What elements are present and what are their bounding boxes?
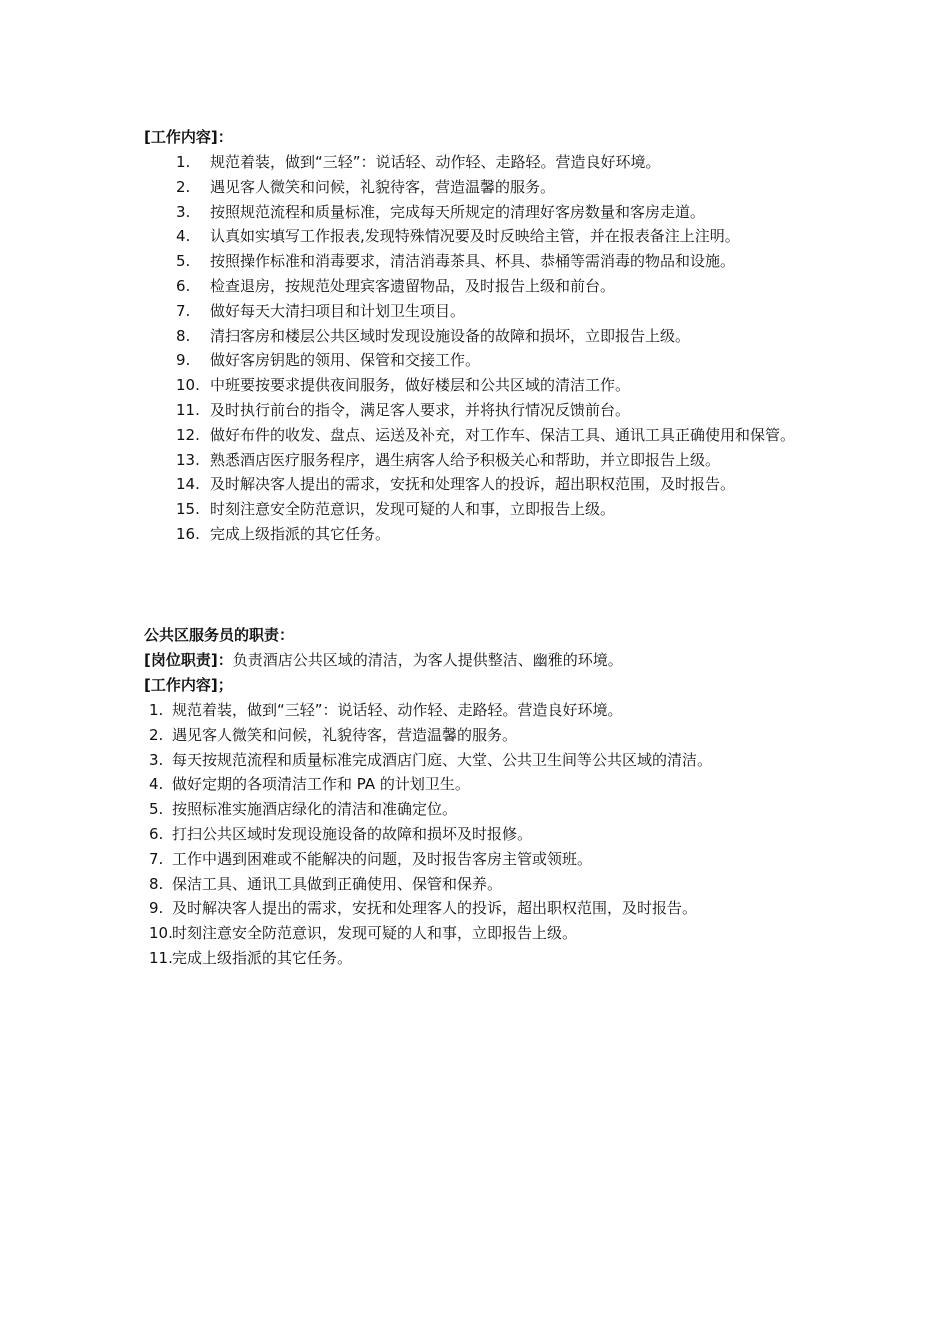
item-number: 5. (149, 800, 164, 819)
duty-line (144, 648, 623, 672)
item-number: 2. (176, 177, 191, 196)
item-text: 及时解决客人提出的需求，安抚和处理客人的投诉，超出职权范围，及时报告。 (172, 899, 698, 918)
item-text: 遇见客人微笑和问候，礼貌待客，营造温馨的服务。 (172, 725, 518, 744)
list-item (144, 472, 824, 497)
list-item (144, 797, 824, 822)
item-text: 完成上级指派的其它任务。 (210, 524, 391, 543)
item-number: 2. (149, 725, 164, 744)
item-number: 4. (176, 227, 191, 246)
item-number: 12. (176, 425, 200, 444)
list-item (144, 772, 824, 797)
item-number: 13. (176, 450, 200, 469)
item-number: 7. (176, 301, 191, 320)
list-item (144, 448, 824, 473)
duty-label: [岗位职责]： (144, 651, 233, 669)
item-text: 保洁工具、通讯工具做到正确使用、保管和保养。 (172, 874, 503, 893)
list-item (144, 921, 824, 946)
list-item (144, 200, 824, 225)
item-number: 16. (176, 524, 200, 543)
list-item (144, 896, 824, 921)
item-text: 清扫客房和楼层公共区域时发现设施设备的故障和损坏，立即报告上级。 (210, 326, 691, 345)
list-item (144, 348, 824, 373)
item-text: 做好定期的各项清洁工作和 PA 的计划卫生。 (172, 775, 470, 794)
list-item (144, 249, 824, 274)
list-item (144, 324, 824, 349)
item-number: 1. (149, 701, 164, 719)
list-item (144, 224, 824, 249)
duty-text: 负责酒店公共区域的清洁，为客人提供整洁、幽雅的环境。 (232, 651, 623, 669)
item-number: 8. (176, 326, 191, 345)
item-number: 14. (176, 475, 200, 494)
item-text: 认真如实填写工作报表,发现特殊情况要及时反映给主管，并在报表备注上注明。 (210, 227, 740, 246)
item-number: 8. (149, 874, 164, 893)
item-text: 按照操作标准和消毒要求，清洁消毒茶具、杯具、恭桶等需消毒的物品和设施。 (210, 252, 736, 271)
list-item (144, 299, 824, 324)
item-number: 10. (149, 924, 173, 943)
item-text: 每天按规范流程和质量标准完成酒店门庭、大堂、公共卫生间等公共区域的清洁。 (172, 750, 713, 769)
list-item (144, 373, 824, 398)
section2-list (144, 698, 824, 971)
item-text: 按照标准实施酒店绿化的清洁和准确定位。 (172, 800, 458, 819)
item-number: 9. (149, 899, 164, 918)
item-number: 3. (149, 750, 164, 769)
item-number: 6. (176, 276, 191, 295)
item-number: 4. (149, 775, 164, 794)
list-item (144, 497, 824, 522)
list-item (144, 423, 824, 448)
item-text: 打扫公共区域时发现设施设备的故障和损坏及时报修。 (172, 824, 533, 843)
item-text: 时刻注意安全防范意识，发现可疑的人和事，立即报告上级。 (172, 924, 578, 943)
item-text: 时刻注意安全防范意识，发现可疑的人和事，立即报告上级。 (210, 500, 616, 519)
list-item (144, 946, 824, 971)
item-number: 1. (176, 153, 191, 171)
list-item (144, 175, 824, 200)
item-text: 做好客房钥匙的领用、保管和交接工作。 (210, 351, 481, 370)
item-text: 规范着装，做到“三轻”：说话轻、动作轻、走路轻。营造良好环境。 (172, 701, 623, 719)
list-item (144, 698, 824, 723)
list-item (144, 723, 824, 748)
item-number: 15. (176, 500, 200, 519)
item-number: 7. (149, 849, 164, 868)
item-text: 中班要按要求提供夜间服务，做好楼层和公共区域的清洁工作。 (210, 376, 631, 395)
item-text: 做好每天大清扫项目和计划卫生项目。 (210, 301, 466, 320)
item-text: 检查退房，按规范处理宾客遗留物品，及时报告上级和前台。 (210, 276, 616, 295)
list-item (144, 398, 824, 423)
list-item (144, 150, 824, 175)
item-text: 熟悉酒店医疗服务程序，遇生病客人给予积极关心和帮助，并立即报告上级。 (210, 450, 721, 469)
item-number: 11. (149, 948, 173, 967)
item-text: 完成上级指派的其它任务。 (172, 948, 353, 967)
list-item (144, 847, 824, 872)
item-text: 做好布件的收发、盘点、运送及补充，对工作车、保洁工具、通讯工具正确使用和保管。 (210, 425, 796, 444)
section1-list (144, 150, 824, 547)
section1-heading: [工作内容]： (144, 128, 233, 146)
list-item (144, 274, 824, 299)
item-text: 规范着装，做到“三轻”：说话轻、动作轻、走路轻。营造良好环境。 (210, 153, 661, 171)
section2-heading: [工作内容]； (144, 676, 233, 694)
item-number: 11. (176, 400, 200, 419)
list-item (144, 822, 824, 847)
item-text: 及时解决客人提出的需求，安抚和处理客人的投诉，超出职权范围，及时报告。 (210, 475, 736, 494)
item-number: 3. (176, 202, 191, 221)
list-item (144, 872, 824, 897)
item-number: 9. (176, 351, 191, 370)
item-number: 6. (149, 824, 164, 843)
section2-title: 公共区服务员的职责： (144, 626, 295, 644)
item-number: 10. (176, 376, 200, 395)
item-text: 按照规范流程和质量标准，完成每天所规定的清理好客房数量和客房走道。 (210, 202, 706, 221)
list-item (144, 522, 824, 547)
item-text: 工作中遇到困难或不能解决的问题，及时报告客房主管或领班。 (172, 849, 593, 868)
item-number: 5. (176, 252, 191, 271)
item-text: 遇见客人微笑和问候，礼貌待客，营造温馨的服务。 (210, 177, 556, 196)
list-item (144, 748, 824, 773)
item-text: 及时执行前台的指令，满足客人要求，并将执行情况反馈前台。 (210, 400, 631, 419)
